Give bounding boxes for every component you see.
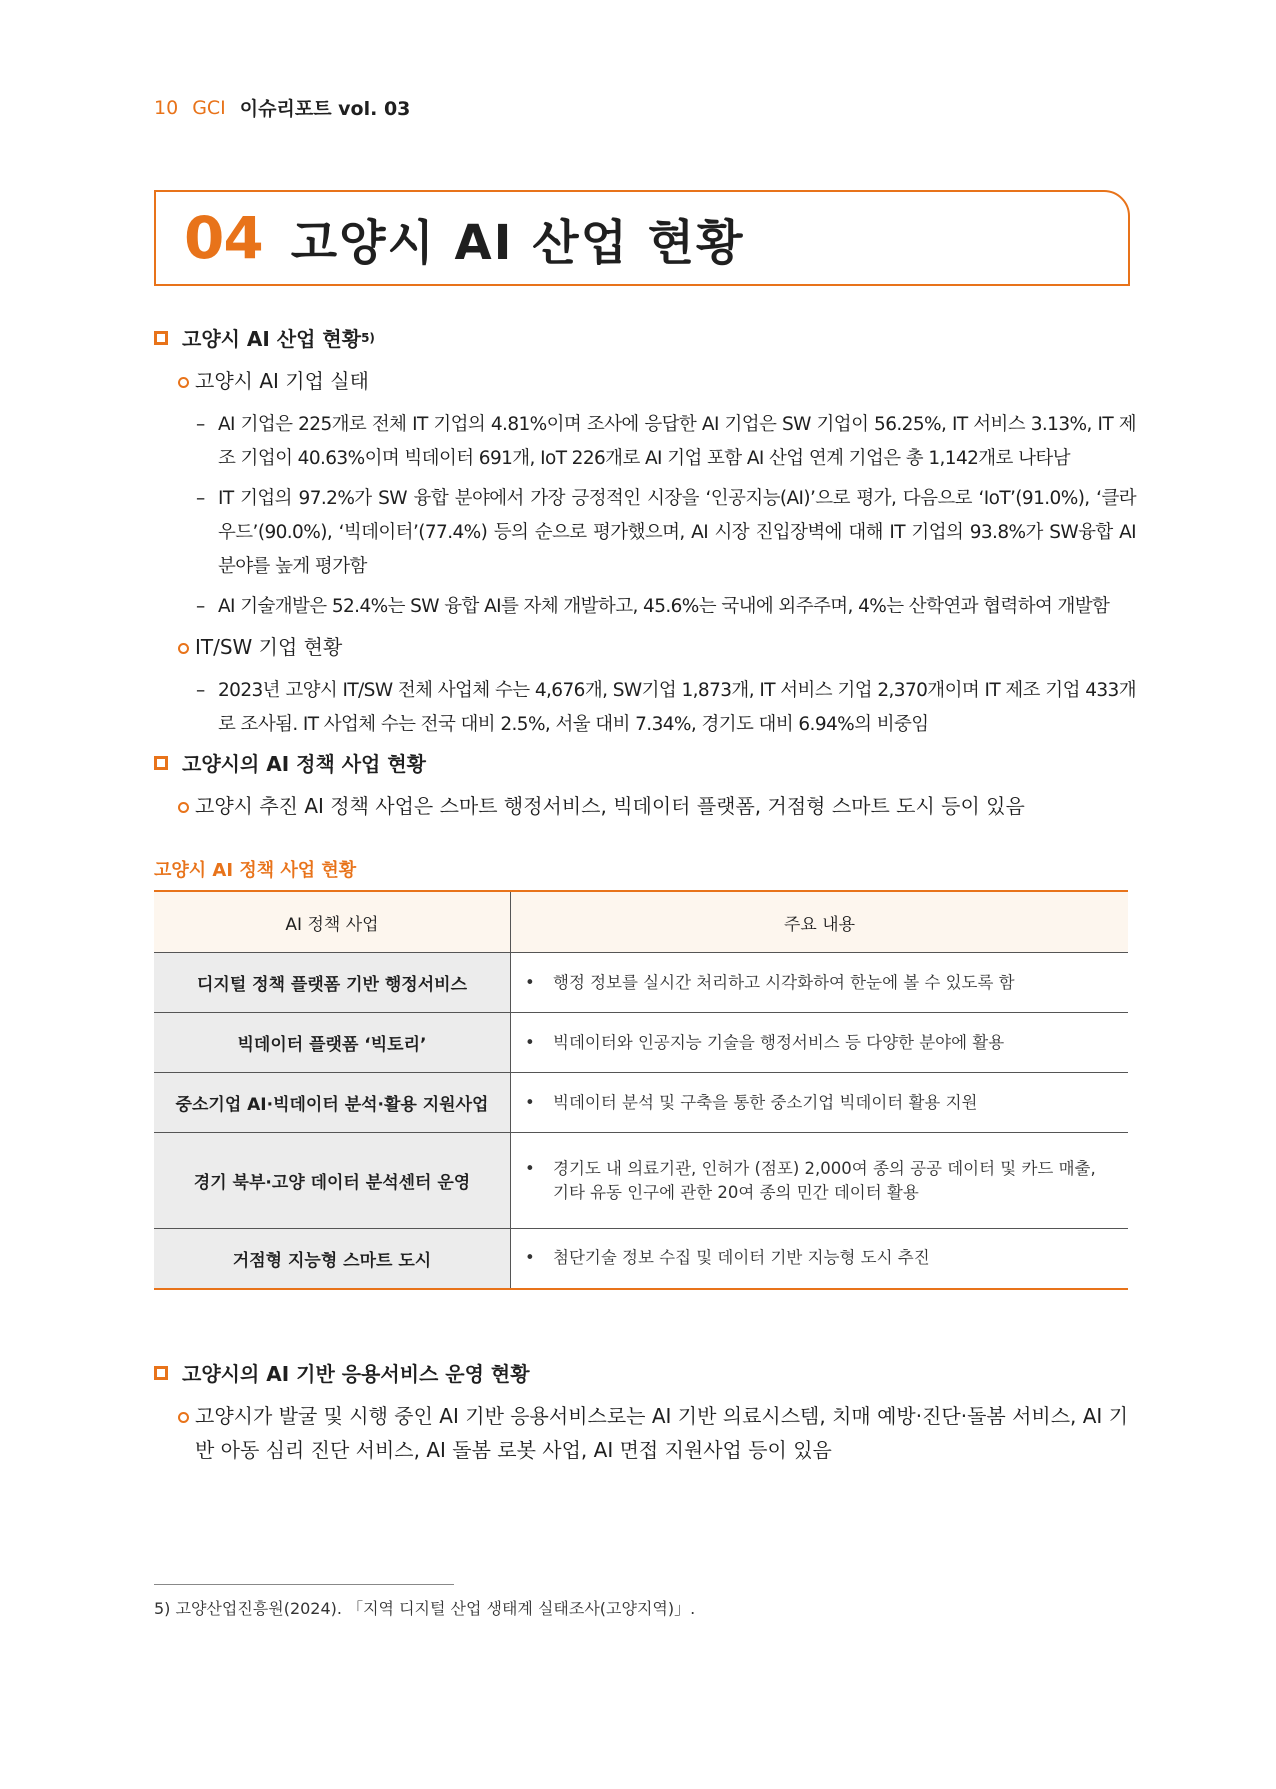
policy-content-text: 경기도 내 의료기관, 인허가 (점포) 2,000여 종의 공공 데이터 및 카드 매출, 기타 유동 인구에 관한 20여 종의 민간 데이터 활용 [553, 1158, 1096, 1202]
subheading-applied [178, 1399, 1136, 1467]
list-item [196, 674, 1136, 742]
policy-table [154, 890, 1128, 1290]
bullet-icon: • [525, 1158, 535, 1178]
policy-content [511, 953, 1129, 1013]
heading-ai-industry [154, 323, 1136, 352]
bullet-icon: • [525, 1032, 535, 1052]
circle-bullet-icon [178, 377, 189, 388]
subheading-policy [178, 789, 1136, 823]
footnote-divider [154, 1584, 454, 1585]
list-item-text: 2023년 고양시 IT/SW 전체 사업체 수는 4,676개, SW기업 1,873개, IT 서비스 기업 2,370개이며 IT 제조 기업 433개로 조사됨. IT 사업체 수는 전국 대비 2.5%, 서울 대비 7.34%, 경기도 대비 6.94%의 비중임 [218, 680, 1136, 735]
subheading-text: 고양시 AI 기업 실태 [195, 369, 369, 393]
policy-content-text: 빅데이터 분석 및 구축을 통한 중소기업 빅데이터 활용 지원 [553, 1092, 978, 1112]
bullet-icon: • [525, 1248, 535, 1268]
column-header: AI 정책 사업 [154, 891, 511, 953]
applied-services-section [154, 1358, 1136, 1477]
policy-name: 빅데이터 플랫폼 ‘빅토리’ [154, 1013, 511, 1073]
report-title: 이슈리포트 vol. 03 [239, 98, 411, 120]
subheading-text: 고양시가 발굴 및 시행 중인 AI 기반 응용서비스로는 AI 기반 의료시스템, 치매 예방·진단·돌봄 서비스, AI 기반 아동 심리 진단 서비스, AI 돌봄 로봇 사업, AI 면접 지원사업 등이 있음 [195, 1404, 1129, 1462]
heading-text: 고양시 AI 산업 현황 [182, 327, 362, 351]
heading-ai-policy [154, 748, 1136, 777]
dash-icon: – [196, 488, 205, 509]
policy-content [511, 1229, 1129, 1289]
policy-name: 경기 북부·고양 데이터 분석센터 운영 [154, 1133, 511, 1229]
column-header: 주요 내용 [511, 891, 1129, 953]
brand-label: GCI [192, 96, 226, 119]
table-row [154, 1133, 1128, 1229]
circle-bullet-icon [178, 802, 189, 813]
policy-content [511, 1073, 1129, 1133]
heading-text: 고양시의 AI 기반 응용서비스 운영 현황 [182, 1362, 530, 1386]
heading-applied-services [154, 1358, 1136, 1387]
list-item-text: AI 기업은 225개로 전체 IT 기업의 4.81%이며 조사에 응답한 AI 기업은 SW 기업이 56.25%, IT 서비스 3.13%, IT 제조 기업이 40.63%이며 빅데이터 691개, IoT 226개로 AI 기업 포함 AI 산업 연계 기업은 총 1,142개로 나타남 [218, 414, 1136, 469]
policy-name: 중소기업 AI·빅데이터 분석·활용 지원사업 [154, 1073, 511, 1133]
subheading-text: 고양시 추진 AI 정책 사업은 스마트 행정서비스, 빅데이터 플랫폼, 거점형 스마트 도시 등이 있음 [195, 794, 1025, 818]
dash-icon: – [196, 414, 205, 435]
circle-bullet-icon [178, 1412, 189, 1423]
policy-content-text: 행정 정보를 실시간 처리하고 시각화하여 한눈에 볼 수 있도록 함 [553, 972, 1015, 992]
table-row [154, 1229, 1128, 1289]
policy-content [511, 1133, 1129, 1229]
square-bullet-icon [154, 756, 168, 770]
square-bullet-icon [154, 331, 168, 345]
policy-content-text: 빅데이터와 인공지능 기술을 행정서비스 등 다양한 분야에 활용 [553, 1032, 1005, 1052]
section-title-box [154, 190, 1130, 286]
page-header [154, 94, 410, 121]
square-bullet-icon [154, 1366, 168, 1380]
policy-name: 거점형 지능형 스마트 도시 [154, 1229, 511, 1289]
policy-name: 디지털 정책 플랫폼 기반 행정서비스 [154, 953, 511, 1013]
policy-content-text: 첨단기술 정보 수집 및 데이터 기반 지능형 도시 추진 [553, 1248, 930, 1268]
bullet-icon: • [525, 1092, 535, 1112]
heading-text: 고양시의 AI 정책 사업 현황 [182, 752, 426, 776]
section-number: 04 [184, 204, 263, 272]
bullet-icon: • [525, 972, 535, 992]
section-title: 고양시 AI 산업 현황 [290, 214, 745, 271]
subheading-it-sw [178, 630, 1136, 664]
list-item [196, 590, 1136, 624]
table-row [154, 1013, 1128, 1073]
subheading-ai-companies [178, 364, 1136, 398]
table-row [154, 1073, 1128, 1133]
list-item [196, 408, 1136, 476]
table-row [154, 953, 1128, 1013]
table-title: 고양시 AI 정책 사업 현황 [154, 860, 357, 881]
list-item [196, 482, 1136, 584]
page-number: 10 [154, 96, 179, 119]
policy-content [511, 1013, 1129, 1073]
dash-icon: – [196, 680, 205, 701]
main-content [154, 323, 1136, 833]
circle-bullet-icon [178, 643, 189, 654]
subheading-text: IT/SW 기업 현황 [195, 635, 343, 659]
list-item-text: AI 기술개발은 52.4%는 SW 융합 AI를 자체 개발하고, 45.6%는 국내에 외주주며, 4%는 산학연과 협력하여 개발함 [218, 596, 1110, 617]
list-item-text: IT 기업의 97.2%가 SW 융합 분야에서 가장 긍정적인 시장을 ‘인공지능(AI)’으로 평가, 다음으로 ‘IoT’(91.0%), ‘클라우드’(90.0%), ‘빅데이터’(77.4%) 등의 순으로 평가했으며, AI 시장 진입장벽에 대해 IT 기업의 93.8%가 SW융합 AI 분야를 높게 평가함 [218, 488, 1136, 577]
footnote: 5) 고양산업진흥원(2024). 「지역 디지털 산업 생태계 실태조사(고양지역)」. [154, 1599, 696, 1618]
footnote-ref: 5) [361, 330, 375, 345]
dash-icon: – [196, 596, 205, 617]
